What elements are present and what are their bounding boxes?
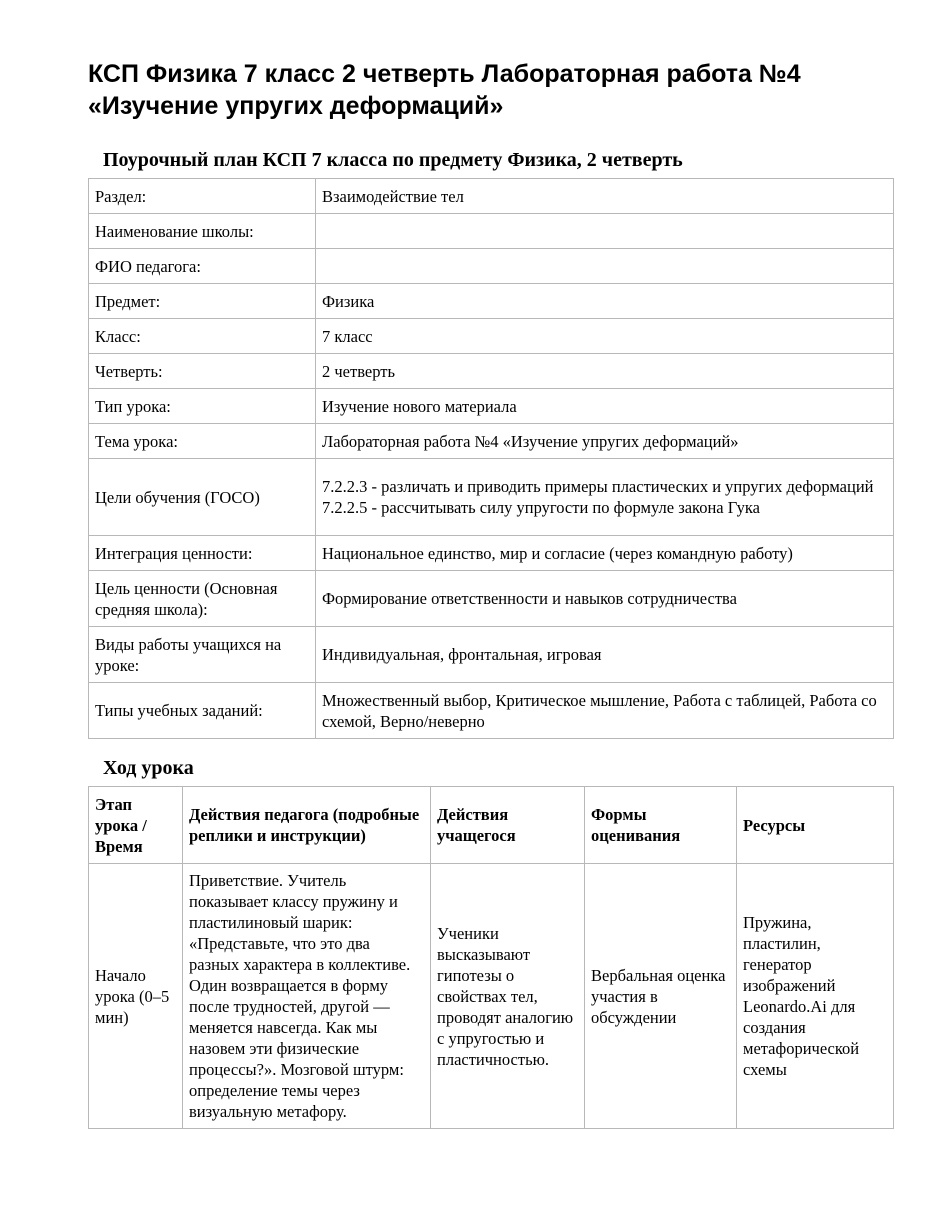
info-label: Типы учебных заданий:: [89, 683, 316, 739]
table-row: [89, 571, 894, 627]
info-value: 2 четверть: [316, 354, 894, 389]
info-value: 7 класс: [316, 319, 894, 354]
assessment-cell: Вербальная оценка участия в обсуждении: [585, 864, 737, 1129]
info-value: Лабораторная работа №4 «Изучение упругих деформаций»: [316, 424, 894, 459]
plan-heading: Поурочный план КСП 7 класса по предмету Физика, 2 четверть: [103, 149, 683, 171]
table-row: [89, 214, 894, 249]
table-row: [89, 354, 894, 389]
table-row: [89, 179, 894, 214]
table-row: [89, 627, 894, 683]
table-row: [89, 249, 894, 284]
column-header-teacher: Действия педагога (подробные реплики и инструкции): [183, 787, 431, 864]
info-value: Физика: [316, 284, 894, 319]
info-value: 7.2.2.3 - различать и приводить примеры пластических и упругих деформаций 7.2.2.5 - рассчитывать силу упругости по формуле закона Гука: [316, 459, 894, 536]
info-label: Предмет:: [89, 284, 316, 319]
column-header-resources: Ресурсы: [737, 787, 894, 864]
info-value: Множественный выбор, Критическое мышление, Работа с таблицей, Работа со схемой, Верно/неверно: [316, 683, 894, 739]
lesson-flow-heading: Ход урока: [103, 757, 194, 779]
info-label: Цель ценности (Основная средняя школа):: [89, 571, 316, 627]
document-title: [88, 58, 893, 122]
resources-cell: Пружина, пластилин, генератор изображений Leonardo.Ai для создания метафорической схемы: [737, 864, 894, 1129]
table-row: [89, 389, 894, 424]
info-label: Цели обучения (ГОСО): [89, 459, 316, 536]
document-title-line-1: КСП Физика 7 класс 2 четверть Лабораторная работа №4: [88, 60, 801, 88]
info-value: Взаимодействие тел: [316, 179, 894, 214]
column-header-student: Действия учащегося: [431, 787, 585, 864]
info-value: Индивидуальная, фронтальная, игровая: [316, 627, 894, 683]
info-label: Класс:: [89, 319, 316, 354]
info-label: Раздел:: [89, 179, 316, 214]
lesson-flow-table: [88, 786, 894, 1129]
info-label: Наименование школы:: [89, 214, 316, 249]
document-title-line-2: «Изучение упругих деформаций»: [88, 92, 504, 120]
table-row: [89, 864, 894, 1129]
lesson-info-table: [88, 178, 894, 739]
table-row: [89, 683, 894, 739]
info-value: [316, 249, 894, 284]
info-value: Изучение нового материала: [316, 389, 894, 424]
table-row: [89, 284, 894, 319]
info-label: ФИО педагога:: [89, 249, 316, 284]
table-row: [89, 319, 894, 354]
document-page: [88, 58, 893, 1129]
teacher-actions-cell: Приветствие. Учитель показывает классу пружину и пластилиновый шарик: «Представьте, что это два разных характера в коллективе. Один возвращается в форму после трудностей, другой — меняется навсегда. Как мы назовем эти физические процессы?». Мозговой штурм: определение темы через визуальную метафору.: [183, 864, 431, 1129]
stage-cell: Начало урока (0–5 мин): [89, 864, 183, 1129]
table-header-row: [89, 787, 894, 864]
column-header-assessment: Формы оценивания: [585, 787, 737, 864]
info-label: Тема урока:: [89, 424, 316, 459]
info-value: [316, 214, 894, 249]
info-value: Национальное единство, мир и согласие (через командную работу): [316, 536, 894, 571]
student-actions-cell: Ученики высказывают гипотезы о свойствах тел, проводят аналогию с упругостью и пластичностью.: [431, 864, 585, 1129]
info-label: Интеграция ценности:: [89, 536, 316, 571]
info-value: Формирование ответственности и навыков сотрудничества: [316, 571, 894, 627]
table-row: [89, 424, 894, 459]
info-label: Виды работы учащихся на уроке:: [89, 627, 316, 683]
table-row: [89, 459, 894, 536]
column-header-stage: Этап урока / Время: [89, 787, 183, 864]
info-label: Тип урока:: [89, 389, 316, 424]
info-label: Четверть:: [89, 354, 316, 389]
table-row: [89, 536, 894, 571]
